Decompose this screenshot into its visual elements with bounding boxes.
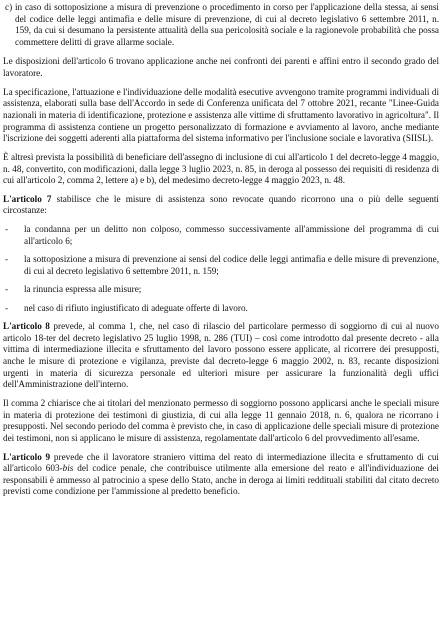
paragraph-article-7 [3,194,439,217]
list-marker: c) [5,2,13,12]
article-9-heading: L'articolo 9 [3,451,51,462]
list-item-text: la sottoposizione a misura di prevenzione ai sensi del codice delle leggi antimafia e delle misure di prevenzione, di cui al decreto legislativo 6 settembre 2011, n. 159; [24,254,439,276]
list-item [3,284,439,296]
revocation-list [3,224,439,314]
paragraph-inclusion-allowance: È altresì prevista la possibilità di beneficiare dell'assegno di inclusione di cui all'articolo 1 del decreto-legge 4 maggio, n. 48, convertito, con modificazioni, dalla legge 3 luglio 2023, n. 85, in deroga al possesso dei requisiti di residenza di cui all'articolo 2, comma 2, lettere a) e b), del medesimo decreto-legge 4 maggio 2023, n. 48. [3,151,439,186]
paragraph-article-9 [3,452,439,498]
paragraph-article-8-comma-2: Il comma 2 chiarisce che ai titolari del menzionato permesso di soggiorno possono applicarsi anche le speciali misure in materia di protezione dei testimoni di giustizia, di cui alla legge 11 gennaio 2018, n. 6, qualora ne ricorrano i presupposti. Nel secondo periodo del comma è previsto che, in caso di applicazione delle speciali misure di protezione dei testimoni, non si applicano le misure di assistenza, regolamentate dall'articolo 6 del provvedimento all'esame. [3,397,440,443]
list-item [3,303,439,315]
paragraph-article-6-relatives: Le disposizioni dell'articolo 6 trovano applicazione anche nei confronti dei parenti e affini entro il secondo grado del lavoratore. [3,56,439,78]
article-8-text: prevede, al comma 1, che, nel caso di rilascio del particolare permesso di soggiorno di cui al nuovo articolo 18-ter del decreto legislativo 25 luglio 1998, n. 286 (TUI) – così come introdotto dal presente decreto - alla vittima di intermediazione illecita e sfruttamento del lavoro possono essere applicate, al ricorrere dei presupposti, anche le misure di protezione e vigilanza, previste dal decreto-legge 6 maggio 2002, n. 83, recante disposizioni urgenti in materia di sicurezza personale ed ulteriori misure per assicurare la funzionalità degli uffici dell'Amministrazione dell'interno. [3,321,439,390]
paragraph-assistance-programs: La specificazione, l'attuazione e l'individuazione delle modalità esecutive avvengono tramite programmi individuali di assistenza, elaborati sulla base dell'Accordo in sede di Conferenza unificata del 7 ottobre 2021, recante "Linee-Guida nazionali in materia di identificazione, protezione e assistenza alle vittime di sfruttamento lavorativo in agricoltura". Il programma di assistenza contiene un progetto personalizzato di formazione e avviamento al lavoro, anche mediante l'iscrizione dei soggetti aderenti alla piattaforma del sistema informativo per l'inclusione sociale e lavorativa (SIISL). [3,86,439,144]
list-item-text: la condanna per un delitto non colposo, commesso successivamente all'ammissione del programma di cui all'articolo 6; [24,224,439,246]
dash-marker: - [5,302,9,313]
list-item [3,224,439,247]
list-item-text: la rinuncia espressa alle misure; [24,284,142,295]
dash-marker: - [5,254,9,265]
article-9-italic: bis [62,463,74,474]
article-8-heading: L'articolo 8 [3,321,50,332]
list-item-text: nel caso di rifiuto ingiustificato di adeguate offerte di lavoro. [24,302,248,313]
list-item [3,254,439,277]
list-item-text: in caso di sottoposizione a misura di prevenzione o procedimento in corso per l'applicazione della stessa, ai sensi del codice delle leggi antimafia e delle misure di prevenzione, di cui al decreto legislativo 6 settembre 2011, n. 159, da cui si desumano la persistente attualità della sua pericolosità sociale e la ragionevole probabilità che possa commettere delitti di grave allarme sociale. [15,2,439,47]
article-7-text: stabilisce che le misure di assistenza sono revocate quando ricorrono una o più delle seguenti circostanze: [3,193,439,216]
paragraph-article-8 [3,321,439,391]
article-9-text: prevede che il lavoratore straniero vittima del reato di intermediazione illecita e sfruttamento di cui all'articolo 603- [3,451,439,474]
list-item-c [5,2,439,48]
article-9-text-end: del codice penale, che contribuisce utilmente alla emersione del reato e all'individuazione dei responsabili è ammesso al patrocinio a spese dello Stato, anche in deroga ai limiti reddituali stabiliti dal citato decreto previsti come condizione per l'ammissione al predetto beneficio. [3,463,439,497]
dash-marker: - [5,224,9,235]
dash-marker: - [5,284,9,295]
article-7-heading: L'articolo 7 [3,193,52,204]
